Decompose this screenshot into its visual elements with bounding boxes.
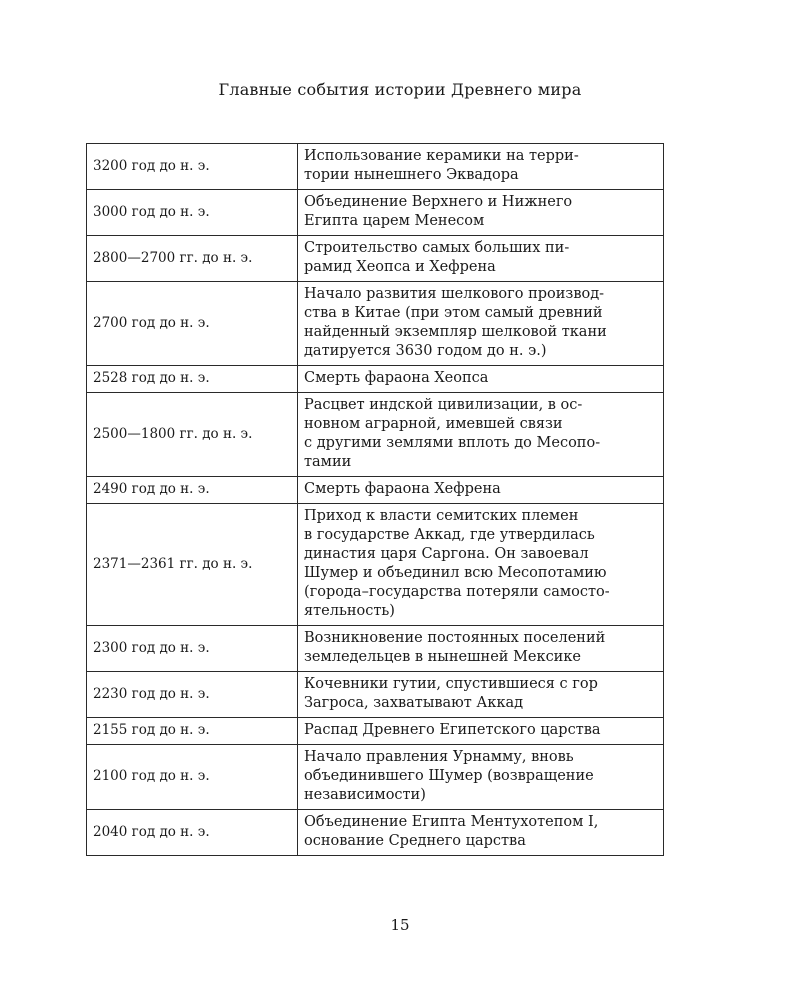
event-cell: Объединение Египта Ментухотепом I, основание Среднего царства [298, 810, 664, 856]
date-cell: 3000 год до н. э. [87, 190, 298, 236]
event-cell: Смерть фараона Хеопса [298, 366, 664, 393]
event-cell: Начало развития шелкового производ- ства в Китае (при этом самый древний найденный экземпляр шелковой ткани датируется 3630 годом до н. э.) [298, 282, 664, 366]
table-row [87, 504, 664, 626]
event-cell: Распад Древнего Египетского царства [298, 718, 664, 745]
table-row [87, 672, 664, 718]
event-cell: Смерть фараона Хефрена [298, 477, 664, 504]
event-cell: Начало правления Урнамму, вновь объединившего Шумер (возвращение независимости) [298, 745, 664, 810]
event-cell: Возникновение постоянных поселений земледельцев в нынешней Мексике [298, 626, 664, 672]
date-cell: 2528 год до н. э. [87, 366, 298, 393]
event-cell: Кочевники гутии, спустившиеся с гор Загроса, захватывают Аккад [298, 672, 664, 718]
date-cell: 2490 год до н. э. [87, 477, 298, 504]
event-cell: Расцвет индской цивилизации, в ос- новном аграрной, имевшей связи с другими землями вплоть до Месопо- тамии [298, 393, 664, 477]
table-row [87, 144, 664, 190]
table-row [87, 626, 664, 672]
date-cell: 2300 год до н. э. [87, 626, 298, 672]
event-cell: Строительство самых больших пи- рамид Хеопса и Хефрена [298, 236, 664, 282]
page-title: Главные события истории Древнего мира [218, 80, 582, 99]
table-row [87, 236, 664, 282]
event-cell: Объединение Верхнего и Нижнего Египта царем Менесом [298, 190, 664, 236]
date-cell: 2040 год до н. э. [87, 810, 298, 856]
date-cell: 2371—2361 гг. до н. э. [87, 504, 298, 626]
date-cell: 2230 год до н. э. [87, 672, 298, 718]
date-cell: 2700 год до н. э. [87, 282, 298, 366]
date-cell: 3200 год до н. э. [87, 144, 298, 190]
event-cell: Использование керамики на терри- тории нынешнего Эквадора [298, 144, 664, 190]
date-cell: 2500—1800 гг. до н. э. [87, 393, 298, 477]
date-cell: 2100 год до н. э. [87, 745, 298, 810]
table-row [87, 393, 664, 477]
table-row [87, 745, 664, 810]
table-row [87, 190, 664, 236]
table-row [87, 810, 664, 856]
table-row [87, 477, 664, 504]
table-row [87, 366, 664, 393]
date-cell: 2155 год до н. э. [87, 718, 298, 745]
date-cell: 2800—2700 гг. до н. э. [87, 236, 298, 282]
timeline-table [86, 143, 664, 856]
table-row [87, 718, 664, 745]
event-cell: Приход к власти семитских племен в государстве Аккад, где утвердилась династия царя Саргона. Он завоевал Шумер и объединил всю Месопотамию (города–государства потеряли самосто- ятельность) [298, 504, 664, 626]
page-number: 15 [390, 916, 410, 934]
table-row [87, 282, 664, 366]
